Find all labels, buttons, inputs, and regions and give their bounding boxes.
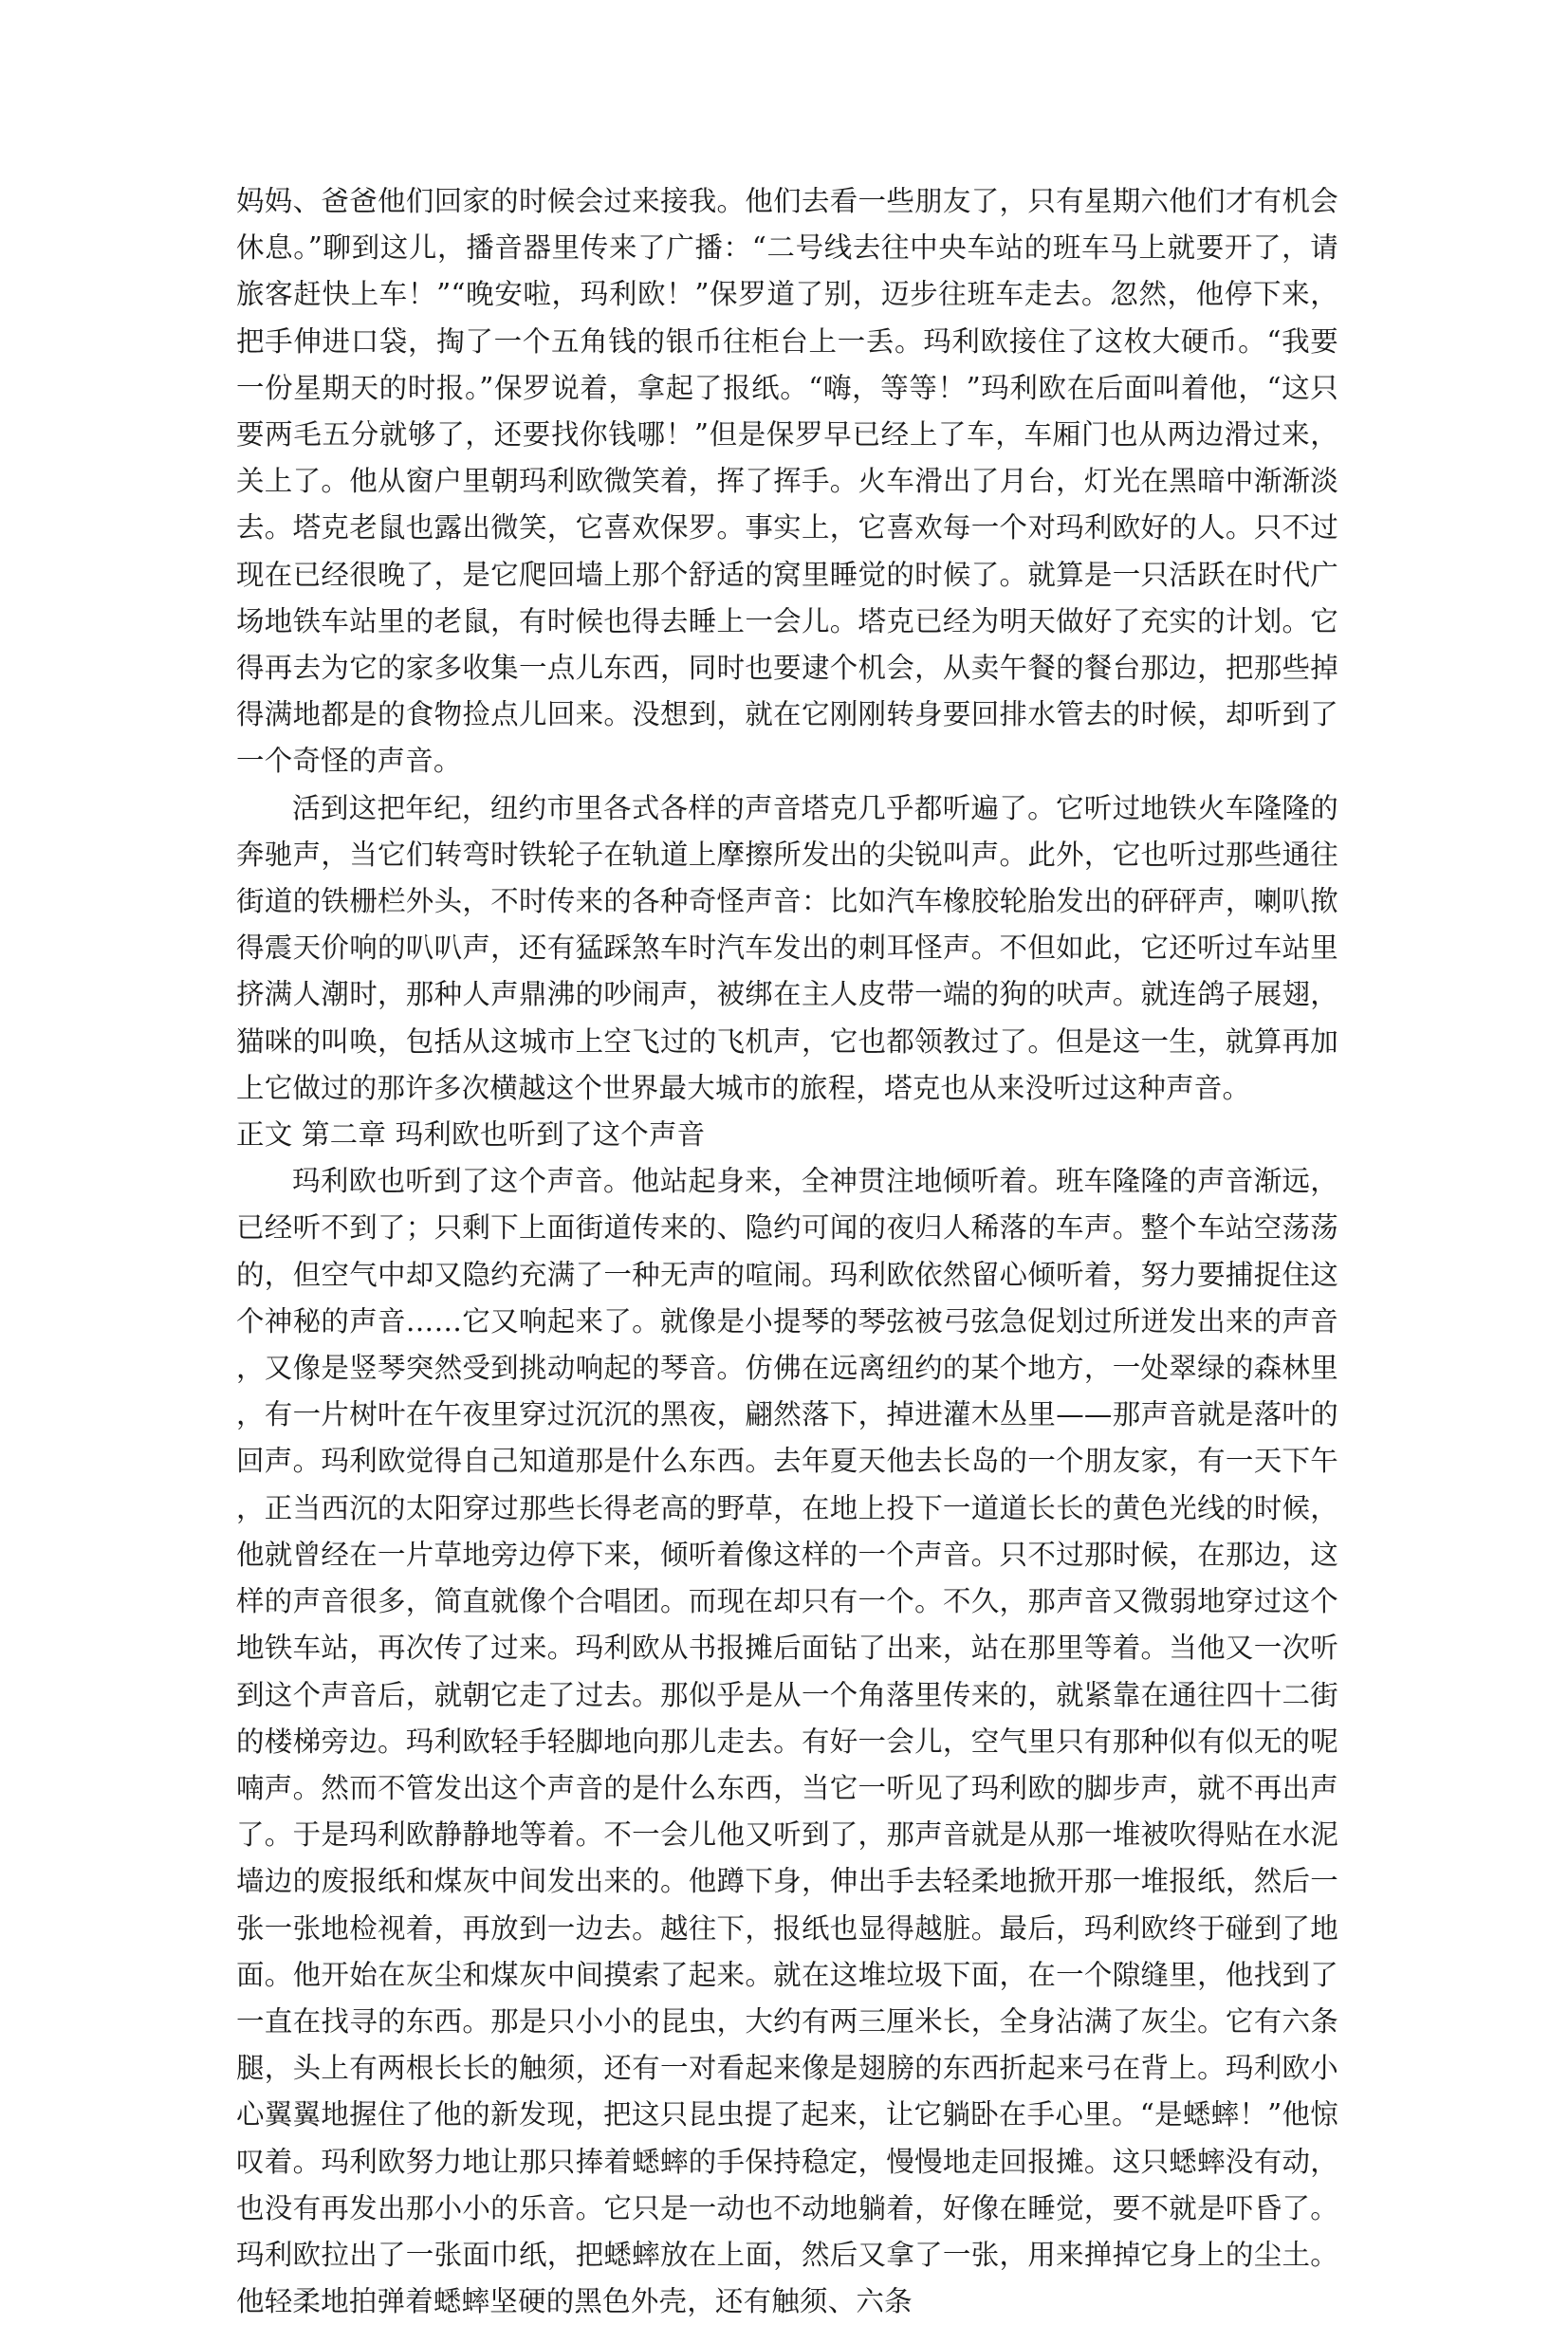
paragraph-3: 玛利欧也听到了这个声音。他站起身来，全神贯注地倾听着。班车隆隆的声音渐远，已经听不到了；只剩下上面街道传来的、隐约可闻的夜归人稀落的车声。整个车站空荡荡的，但空气中却又隐约充满了一种无声的喧闹。玛利欧依然留心倾听着，努力要捕捉住这个神秘的声音……它又响起来了。就像是小提琴的琴弦被弓弦急促划过所迸发出来的声音，又像是竖琴突然受到挑动响起的琴音。仿佛在远离纽约的某个地方，一处翠绿的森林里，有一片树叶在午夜里穿过沉沉的黑夜，翩然落下，掉进灌木丛里——那声音就是落叶的回声。玛利欧觉得自己知道那是什么东西。去年夏天他去长岛的一个朋友家，有一天下午，正当西沉的太阳穿过那些长得老高的野草，在地上投下一道道长长的黄色光线的时候，他就曾经在一片草地旁边停下来，倾听着像这样的一个声音。只不过那时候，在那边，这样的声音很多，简直就像个合唱团。而现在却只有一个。不久，那声音又微弱地穿过这个地铁车站，再次传了过来。玛利欧从书报摊后面钻了出来，站在那里等着。当他又一次听到这个声音后，就朝它走了过去。那似乎是从一个角落里传来的，就紧靠在通往四十二街的楼梯旁边。玛利欧轻手轻脚地向那儿走去。有好一会儿，空气里只有那种似有似无的呢喃声。然而不管发出这个声音的是什么东西，当它一听见了玛利欧的脚步声，就不再出声了。于是玛利欧静静地等着。不一会儿他又听到了，那声音就是从那一堆被吹得贴在水泥墙边的废报纸和煤灰中间发出来的。他蹲下身，伸出手去轻柔地掀开那一堆报纸，然后一张一张地检视着，再放到一边去。越往下，报纸也显得越脏。最后，玛利欧终于碰到了地面。他开始在灰尘和煤灰中间摸索了起来。就在这堆垃圾下面，在一个隙缝里，他找到了一直在找寻的东西。那是只小小的昆虫，大约有两三厘米长，全身沾满了灰尘。它有六条腿，头上有两根长长的触须，还有一对看起来像是翅膀的东西折起来弓在背上。玛利欧小心翼翼地握住了他的新发现，把这只昆虫提了起来，让它躺卧在手心里。“是蟋蟀！”他惊叹着。玛利欧努力地让那只捧着蟋蟀的手保持稳定，慢慢地走回报摊。这只蟋蟀没有动，也没有再发出那小小的乐音。它只是一动也不动地躺着，好像在睡觉，要不就是吓昏了。玛利欧拉出了一张面巾纸，把蟋蟀放在上面，然后又拿了一张，用来掸掉它身上的尘土。他轻柔地拍弹着蟋蟀坚硬的黑色外壳，还有触须、六条 xyxy=(236,1165,1338,2318)
paragraph-2: 活到这把年纪，纽约市里各式各样的声音塔克几乎都听遍了。它听过地铁火车隆隆的奔驰声，当它们转弯时铁轮子在轨道上摩擦所发出的尖锐叫声。此外，它也听过那些通往街道的铁栅栏外头，不时传来的各种奇怪声音：比如汽车橡胶轮胎发出的砰砰声，喇叭揿得震天价响的叭叭声，还有猛踩煞车时汽车发出的刺耳怪声。不但如此，它还听过车站里挤满人潮时，那种人声鼎沸的吵闹声，被绑在主人皮带一端的狗的吠声。就连鸽子展翅，猫咪的叫唤，包括从这城市上空飞过的飞机声，它也都领教过了。但是这一生，就算再加上它做过的那许多次横越这个世界最大城市的旅程，塔克也从来没听过这种声音。 xyxy=(236,791,1338,1104)
document-page xyxy=(236,178,1338,2325)
paragraph-1: 妈妈、爸爸他们回家的时候会过来接我。他们去看一些朋友了，只有星期六他们才有机会休息。”聊到这儿，播音器里传来了广播：“二号线去往中央车站的班车马上就要开了，请旅客赶快上车！”“晚安啦，玛利欧！”保罗道了别，迈步往班车走去。忽然，他停下来，把手伸进口袋，掏了一个五角钱的银币往柜台上一丢。玛利欧接住了这枚大硬币。“我要一份星期天的时报。”保罗说着，拿起了报纸。“嗨，等等！”玛利欧在后面叫着他，“这只要两毛五分就够了，还要找你钱哪！”但是保罗早已经上了车，车厢门也从两边滑过来，关上了。他从窗户里朝玛利欧微笑着，挥了挥手。火车滑出了月台，灯光在黑暗中渐渐淡去。塔克老鼠也露出微笑，它喜欢保罗。事实上，它喜欢每一个对玛利欧好的人。只不过现在已经很晚了，是它爬回墙上那个舒适的窝里睡觉的时候了。就算是一只活跃在时代广场地铁车站里的老鼠，有时候也得去睡上一会儿。塔克已经为明天做好了充实的计划。它得再去为它的家多收集一点儿东西，同时也要逮个机会，从卖午餐的餐台那边，把那些掉得满地都是的食物捡点儿回来。没想到，就在它刚刚转身要回排水管去的时候，却听到了一个奇怪的声音。 xyxy=(236,185,1338,778)
chapter-heading: 正文 第二章 玛利欧也听到了这个声音 xyxy=(236,1118,706,1152)
